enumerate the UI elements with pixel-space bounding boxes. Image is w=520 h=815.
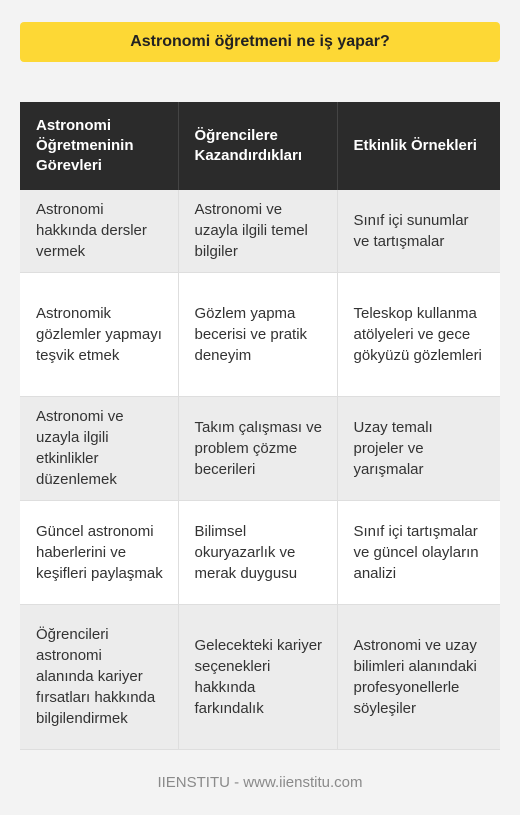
- table-cell: Astronomi ve uzayla ilgili temel bilgiler: [178, 190, 337, 272]
- table-cell: Takım çalışması ve problem çözme becerileri: [178, 396, 337, 500]
- table-row: [20, 272, 500, 396]
- table-cell: Bilimsel okuryazarlık ve merak duygusu: [178, 500, 337, 604]
- table-row: [20, 500, 500, 604]
- table-cell: Teleskop kullanma atölyeleri ve gece gökyüzü gözlemleri: [337, 272, 500, 396]
- table-header-row: [20, 102, 500, 190]
- table-cell: Gelecekteki kariyer seçenekleri hakkında farkındalık: [178, 604, 337, 749]
- table-row: [20, 604, 500, 749]
- header-examples: Etkinlik Örnekleri: [337, 102, 500, 190]
- table-row: [20, 190, 500, 272]
- table-cell: Sınıf içi tartışmalar ve güncel olayların analizi: [337, 500, 500, 604]
- header-duties: Astronomi Öğretmeninin Görevleri: [20, 102, 178, 190]
- table-cell: Sınıf içi sunumlar ve tartışmalar: [337, 190, 500, 272]
- footer-credit: IIENSTITU - www.iienstitu.com: [157, 774, 363, 791]
- page-title: Astronomi öğretmeni ne iş yapar?: [20, 22, 500, 62]
- table-cell: Güncel astronomi haberlerini ve keşifleri paylaşmak: [20, 500, 178, 604]
- table-cell: Astronomi hakkında dersler vermek: [20, 190, 178, 272]
- table-cell: Gözlem yapma becerisi ve pratik deneyim: [178, 272, 337, 396]
- table-cell: Uzay temalı projeler ve yarışmalar: [337, 396, 500, 500]
- table-cell: Astronomi ve uzay bilimleri alanındaki profesyonellerle söyleşiler: [337, 604, 500, 749]
- table-row: [20, 396, 500, 500]
- table-cell: Astronomik gözlemler yapmayı teşvik etmek: [20, 272, 178, 396]
- table-cell: Öğrencileri astronomi alanında kariyer fırsatları hakkında bilgilendirmek: [20, 604, 178, 749]
- table-cell: Astronomi ve uzayla ilgili etkinlikler düzenlemek: [20, 396, 178, 500]
- header-gains: Öğrencilere Kazandırdıkları: [178, 102, 337, 190]
- info-table: [20, 102, 500, 750]
